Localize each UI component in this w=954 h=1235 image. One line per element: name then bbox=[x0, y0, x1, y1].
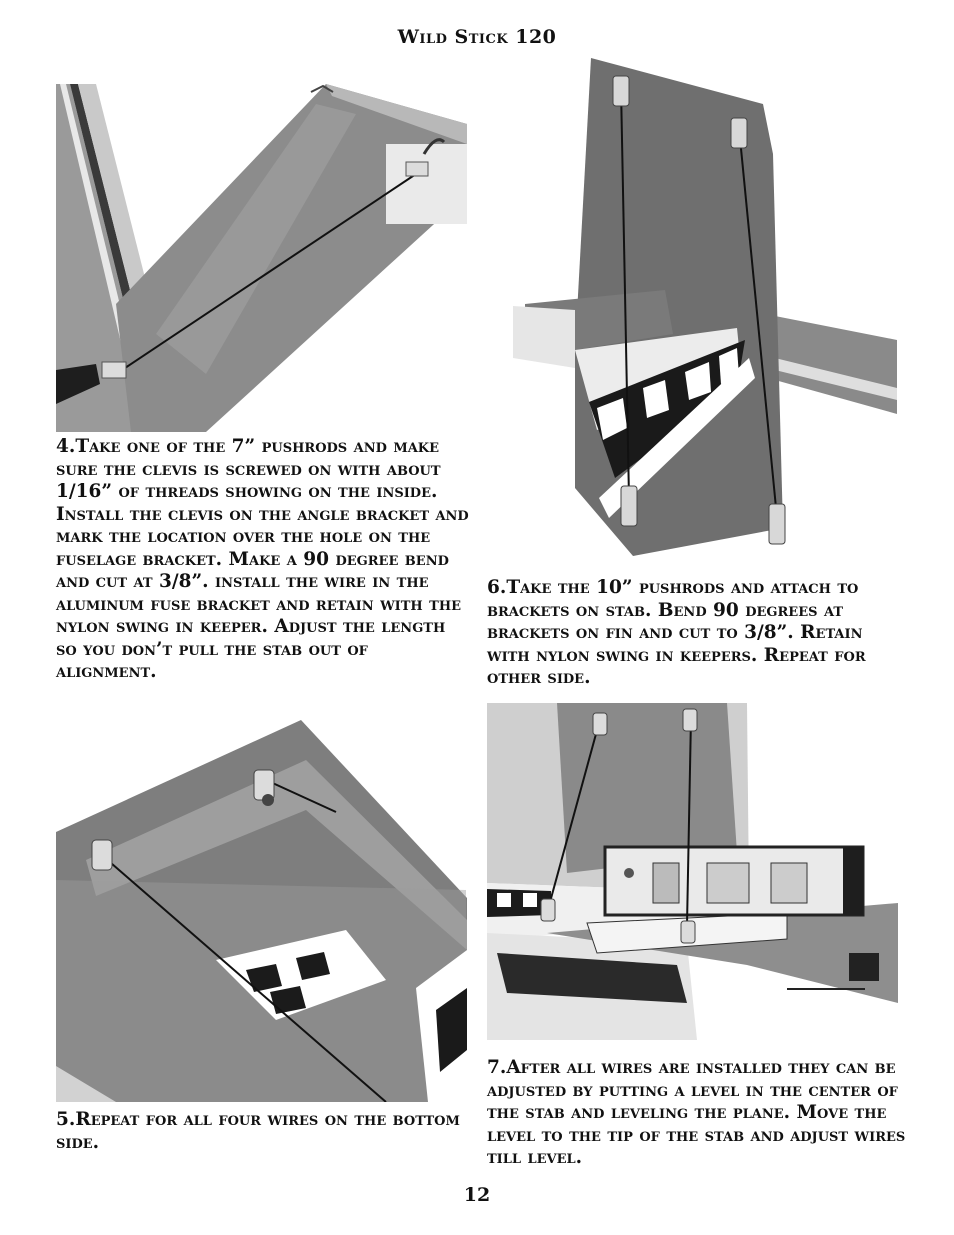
step-7-text: 7.After all wires are installed they can be adjusted by putting a level in the center of the stab and leveling the plane. Move the level to the tip of the stab and adjust wires till level. bbox=[487, 1057, 906, 1168]
page-header: Wild Stick 120 bbox=[397, 26, 557, 48]
step-4-text: 4.Take one of the 7” pushrods and make sure the clevis is screwed on with about 1/16” of threads showing on the inside. Install the clevis on the angle bracket and mark the location over the hole on the fuselage bracket. Make a 90 degree bend and cut at 3/8”. install the wire in the aluminum fuse bracket and retain with the nylon swing in keeper. Adjust the length so you don’t pull the stab out of alignment. bbox=[56, 436, 469, 682]
step-6-text: 6.Take the 10” pushrods and attach to brackets on stab. Bend 90 degrees at brackets on fin and cut to 3/8”. Retain with nylon swing in keepers. Repeat for other side. bbox=[487, 577, 866, 688]
step-5-text: 5.Repeat for all four wires on the bottom side. bbox=[56, 1109, 460, 1153]
photo-step-4 bbox=[56, 84, 467, 432]
page-number: 12 bbox=[463, 1184, 491, 1206]
photo-step-7 bbox=[487, 703, 898, 1040]
photo-step-5 bbox=[56, 720, 467, 1102]
photo-step-6 bbox=[505, 58, 897, 570]
